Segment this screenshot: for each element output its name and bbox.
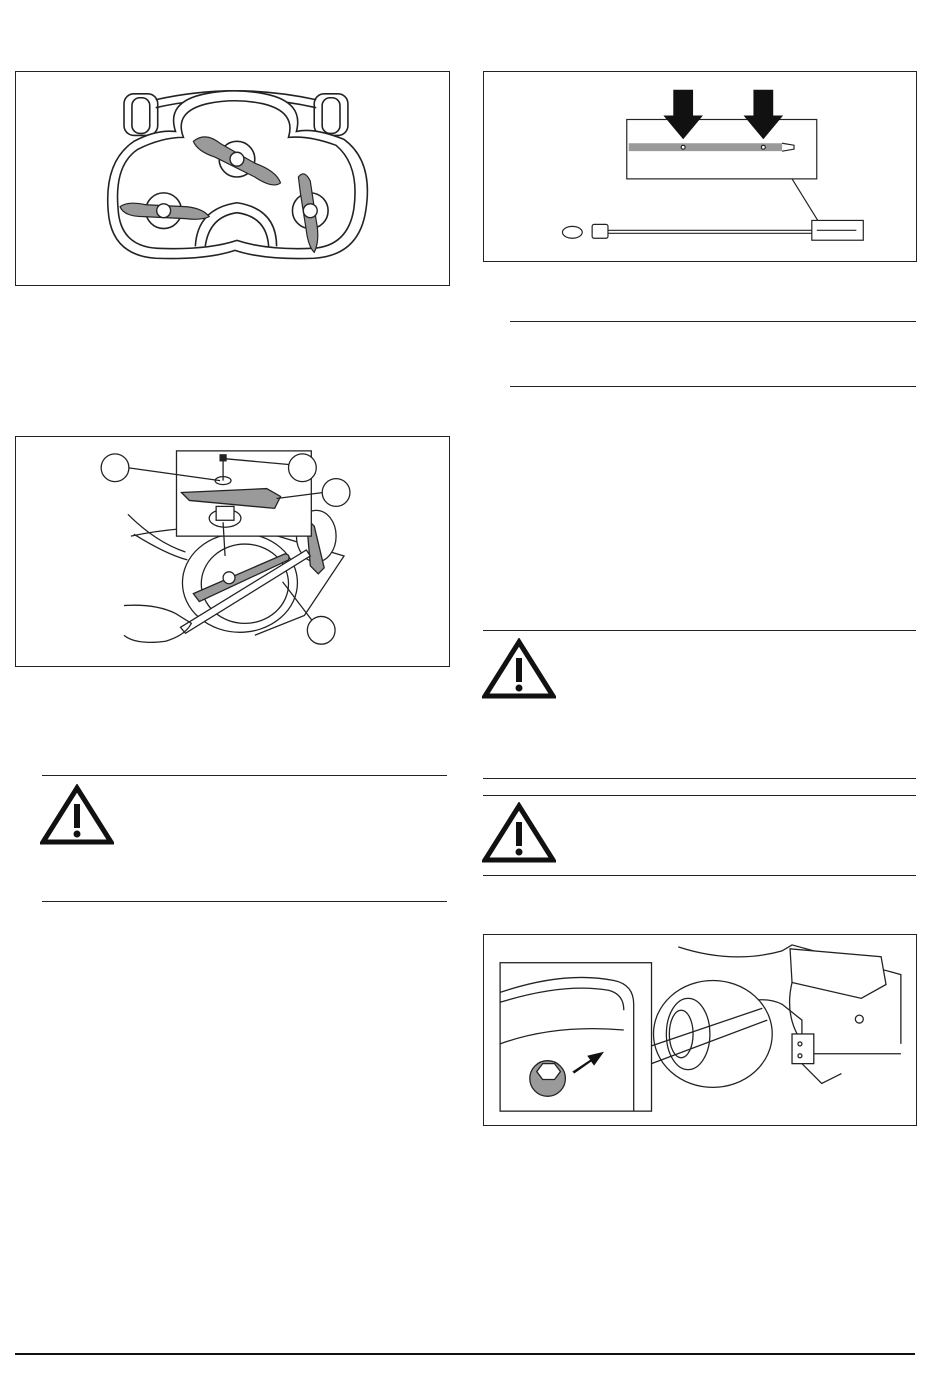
callout-circle-2 xyxy=(289,454,317,482)
warning-top-rule xyxy=(483,630,916,631)
divider xyxy=(510,321,916,322)
blade-removal-illustration xyxy=(16,437,449,666)
figure-dipstick xyxy=(483,71,917,262)
warning-bottom-rule xyxy=(483,875,916,876)
callout-circle-1 xyxy=(101,454,129,482)
figure-mower-deck xyxy=(15,71,450,286)
callout-circle-4 xyxy=(307,616,335,644)
warning-bottom-rule xyxy=(483,778,916,779)
divider xyxy=(510,386,916,387)
figure-drain-plug xyxy=(483,934,917,1126)
footer-rule xyxy=(15,1353,915,1355)
warning-triangle-icon xyxy=(482,802,556,864)
warning-triangle-icon xyxy=(482,638,556,700)
mower-deck-illustration xyxy=(16,72,449,285)
warning-top-rule xyxy=(483,795,916,796)
warning-top-rule xyxy=(42,775,447,776)
warning-triangle-icon xyxy=(40,784,114,846)
drain-plug-illustration xyxy=(484,935,916,1125)
callout-circle-3 xyxy=(322,479,350,507)
dipstick-illustration xyxy=(484,72,916,261)
warning-bottom-rule xyxy=(42,901,447,902)
figure-blade-removal xyxy=(15,436,450,667)
